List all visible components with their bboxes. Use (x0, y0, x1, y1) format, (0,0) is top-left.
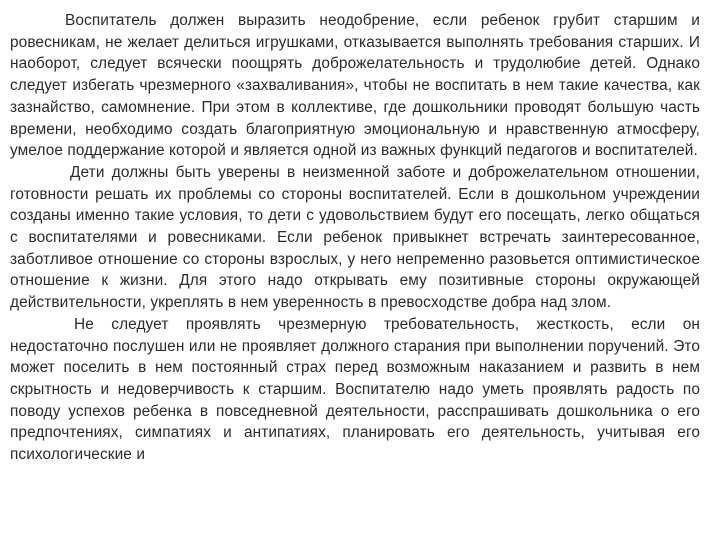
paragraph-3: Не следует проявлять чрезмерную требовательность, жесткость, если он недостаточно послушен или не проявляет должного старания при выполнении поручений. Это может поселить в нем постоянный страх перед возможным наказанием и развить в нем скрытность и недоверчивость к старшим. Воспитателю надо уметь проявлять радость по поводу успехов ребенка в повседневной деятельности, расспрашивать дошкольника о его предпочтениях, симпатиях и антипатиях, планировать его деятельность, учитывая его психологические и (10, 315, 700, 464)
paragraph-2: Дети должны быть уверены в неизменной заботе и доброжелательном отношении, готовности решать их проблемы со стороны воспитателей. Если в дошкольном учреждении созданы именно такие условия, то дети с удовольствием будут его посещать, легко общаться с воспитателями и ровесниками. Если ребенок привыкнет встречать заинтересованное, заботливое отношение со стороны взрослых, у него непременно разовьется оптимистическое отношение к жизни. Для этого надо открывать ему позитивные стороны окружающей действительности, укреплять в нем уверенность в превосходстве добра над злом. (10, 163, 700, 312)
paragraph-1: Воспитатель должен выразить неодобрение, если ребенок грубит старшим и ровесникам, не желает делиться игрушками, отказывается выполнять требования старших. И наоборот, следует всячески поощрять доброжелательность и трудолюбие детей. Однако следует избегать чрезмерного «захваливания», чтобы не воспитать в нем такие качества, как зазнайство, самомнение. При этом в коллективе, где дошкольники проводят большую часть времени, необходимо создать благоприятную эмоциональную и нравственную атмосферу, умелое поддержание которой и является одной из важных функций педагогов и воспитателей. (10, 12, 700, 160)
document-body (10, 10, 700, 466)
